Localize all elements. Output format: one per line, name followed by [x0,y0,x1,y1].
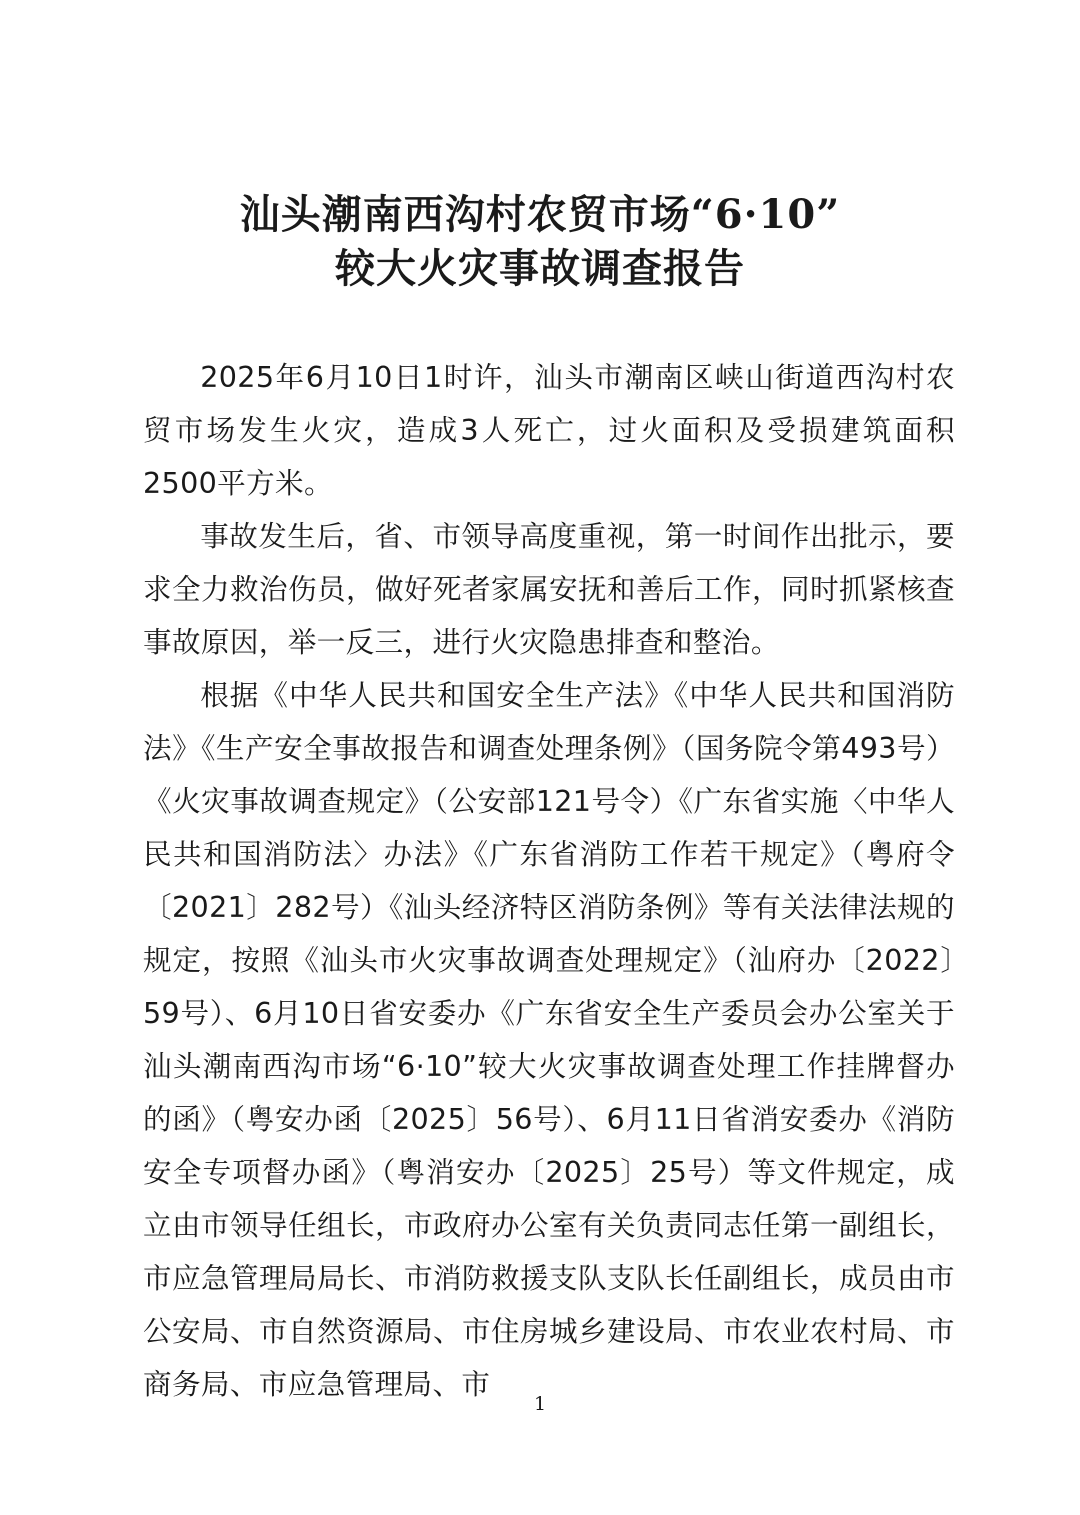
paragraph-1: 2025年6月10日1时许，汕头市潮南区峡山街道西沟村农贸市场发生火灾，造成3人死亡，过火面积及受损建筑面积2500平方米。 [143,360,955,500]
paragraph-2: 事故发生后，省、市领导高度重视，第一时间作出批示，要求全力救治伤员，做好死者家属安抚和善后工作，同时抓紧核查事故原因，举一反三，进行火灾隐患排查和整治。 [143,519,955,659]
paragraph-3: 根据《中华人民共和国安全生产法》《中华人民共和国消防法》《生产安全事故报告和调查处理条例》（国务院令第493号）《火灾事故调查规定》（公安部121号令）《广东省实施〈中华人民共和国消防法〉办法》《广东省消防工作若干规定》（粤府令〔2021〕282号）《汕头经济特区消防条例》等有关法律法规的规定，按照《汕头市火灾事故调查处理规定》（汕府办〔2022〕59号）、6月10日省安委办《广东省安全生产委员会办公室关于汕头潮南西沟市场“6·10”较大火灾事故调查处理工作挂牌督办的函》（粤安办函〔2025〕56号）、6月11日省消安委办《消防安全专项督办函》（粤消安办〔2025〕25号）等文件规定，成立由市领导任组长，市政府办公室有关负责同志任第一副组长，市应急管理局局长、市消防救援支队支队长任副组长，成员由市公安局、市自然资源局、市住房城乡建设局、市农业农村局、市商务局、市应急管理局、市 [143,678,955,1401]
document-title-line-1: 汕头潮南西沟村农贸市场“6·10” [239,191,841,238]
document-body [143,351,955,1411]
document-title-line-2: 较大火灾事故调查报告 [335,245,745,292]
page-number: 1 [533,1393,547,1415]
